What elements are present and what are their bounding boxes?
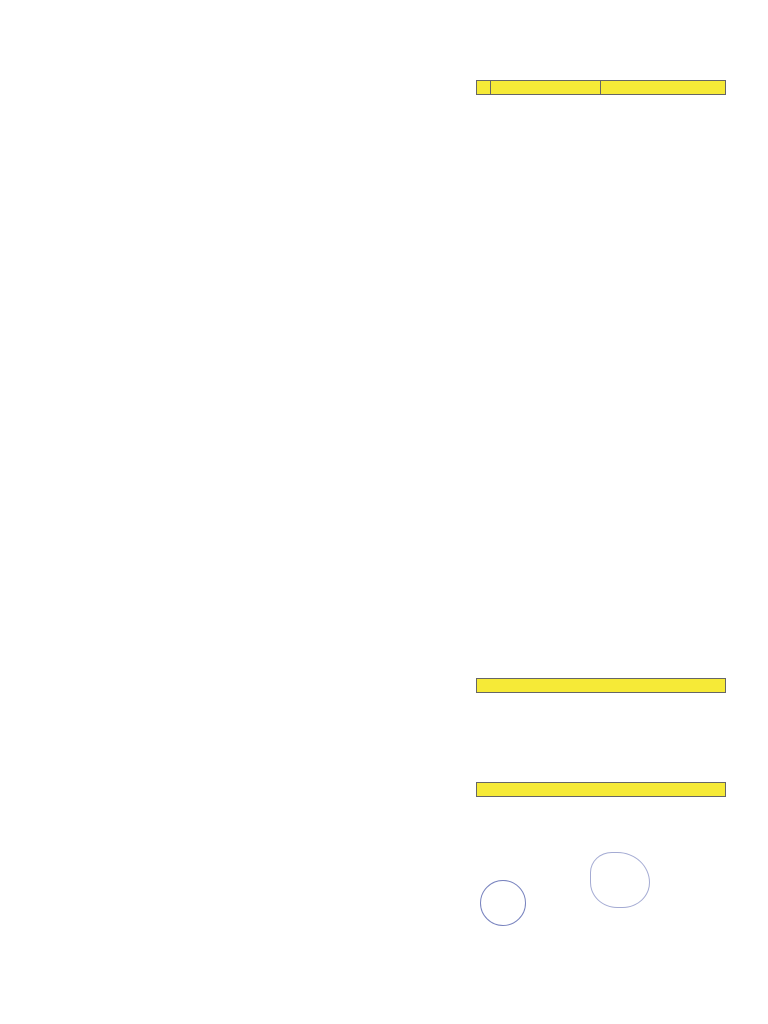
- seragam-siswa: [476, 782, 726, 797]
- head-mapel: [601, 81, 726, 95]
- teacher-table: [476, 80, 726, 95]
- head-nama: [491, 81, 601, 95]
- seragam-siswa-title: [477, 783, 726, 797]
- head-kode: [477, 81, 491, 95]
- signature-scribble: [590, 852, 650, 908]
- school-stamp: [480, 880, 526, 926]
- seragam-guru-title: [477, 679, 726, 693]
- seragam-guru: [476, 678, 726, 693]
